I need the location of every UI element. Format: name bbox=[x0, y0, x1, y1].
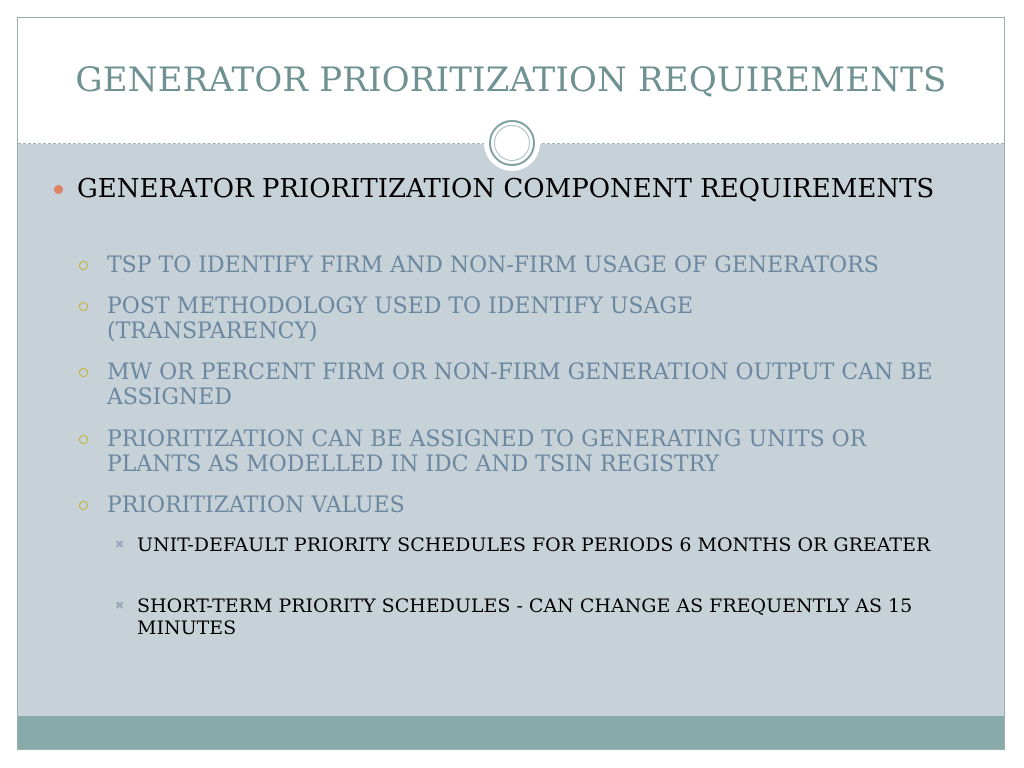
x-cross-bullet-icon: ✖ bbox=[115, 599, 125, 612]
bullet-text: GENERATOR PRIORITIZATION COMPONENT REQUIREMENTS bbox=[77, 174, 935, 204]
subitem-text: MW OR PERCENT FIRM OR NON-FIRM GENERATION OUTPUT CAN BE ASSIGNED bbox=[107, 360, 933, 410]
hollow-circle-bullet-icon bbox=[79, 501, 88, 510]
hollow-circle-bullet-icon bbox=[79, 368, 88, 377]
subitem-text: PRIORITIZATION VALUES bbox=[107, 493, 405, 518]
slide-title: GENERATOR PRIORITIZATION REQUIREMENTS bbox=[75, 60, 947, 100]
ornament-inner-ring bbox=[494, 125, 530, 161]
nested-subitem-text: SHORT-TERM PRIORITY SCHEDULES - CAN CHANGE AS FREQUENTLY AS 15 MINUTES bbox=[137, 595, 913, 639]
hollow-circle-bullet-icon bbox=[79, 435, 88, 444]
subitem-text: PRIORITIZATION CAN BE ASSIGNED TO GENERATING UNITS OR PLANTS AS MODELLED IN IDC AND TSIN REGISTRY bbox=[107, 427, 867, 477]
ring-ornament-icon bbox=[484, 115, 540, 171]
hollow-circle-bullet-icon bbox=[79, 302, 88, 311]
filled-circle-bullet-icon bbox=[54, 185, 63, 194]
x-cross-bullet-icon: ✖ bbox=[115, 538, 125, 551]
nested-subitem-text: UNIT-DEFAULT PRIORITY SCHEDULES FOR PERIODS 6 MONTHS OR GREATER bbox=[137, 534, 931, 556]
subitem-text: TSP TO IDENTIFY FIRM AND NON-FIRM USAGE OF GENERATORS bbox=[107, 253, 879, 278]
hollow-circle-bullet-icon bbox=[79, 261, 88, 270]
subitem-text: POST METHODOLOGY USED TO IDENTIFY USAGE (TRANSPARENCY) bbox=[107, 294, 694, 344]
